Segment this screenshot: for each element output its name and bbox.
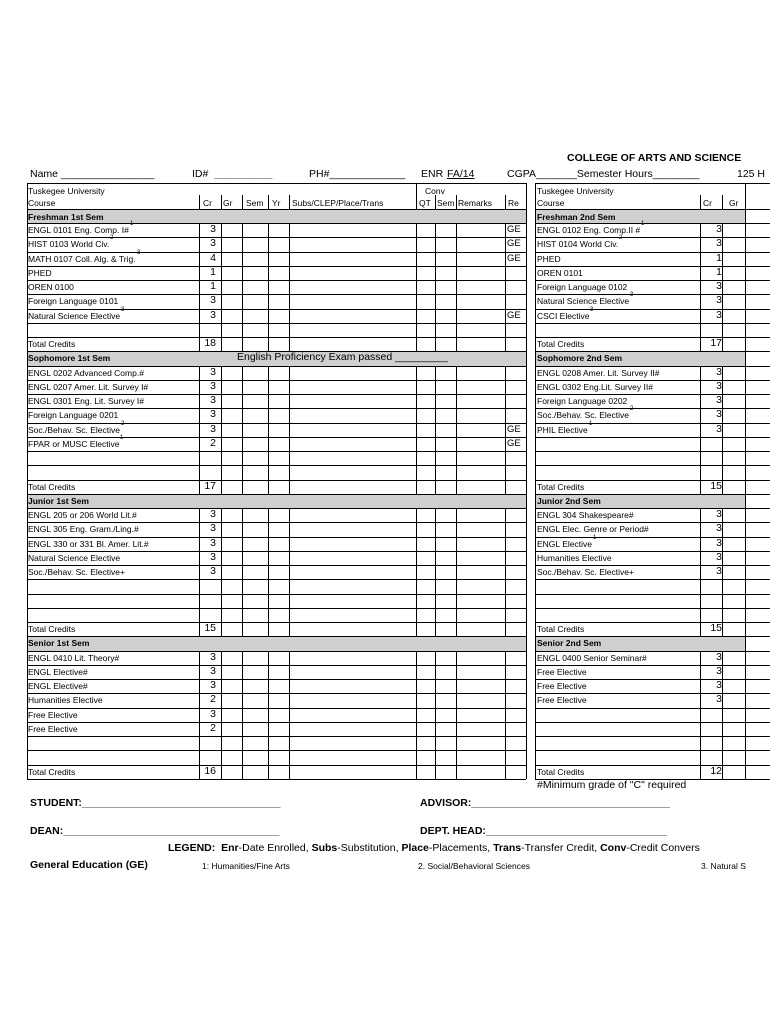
row-rule-right	[535, 579, 770, 580]
id-label: ID#	[192, 168, 209, 180]
column-rule	[416, 508, 417, 636]
right-course-name: Foreign Language 0102	[537, 282, 628, 292]
name-field[interactable]: Name ________________	[30, 168, 155, 180]
row-rule-right	[535, 722, 770, 723]
minimum-grade-note: #Minimum grade of "C" required	[537, 779, 687, 791]
column-rule	[435, 195, 436, 209]
ge-marker: GE	[507, 309, 521, 321]
column-rule	[221, 223, 222, 351]
right-course-name: PHED	[537, 253, 561, 264]
column-rule	[722, 366, 723, 494]
column-rule	[416, 183, 417, 209]
legend-subs: Subs	[311, 842, 338, 854]
column-rule	[700, 651, 701, 779]
left-credits: 2	[210, 693, 216, 706]
column-rule	[456, 366, 457, 494]
column-rule	[505, 366, 506, 494]
left-credits: 3	[210, 550, 216, 563]
ge-category-3: 3. Natural S	[701, 861, 746, 871]
legend-conv-text: -Credit Convers	[626, 842, 700, 854]
right-credits: 3	[716, 294, 722, 307]
row-rule-right	[535, 750, 770, 751]
ge-marker: GE	[507, 423, 521, 435]
section-title-junior-1: Junior 1st Sem	[28, 496, 89, 506]
right-course-name: ENGL Elec. Genre or Period#	[537, 524, 649, 535]
right-course-name: HIST 0104 World Civ.	[537, 239, 619, 250]
column-rule	[199, 508, 200, 636]
column-rule	[456, 223, 457, 351]
row-rule-right	[535, 183, 770, 184]
column-rule	[700, 195, 701, 209]
english-proficiency-note: English Proficiency Exam passed _________	[237, 351, 448, 363]
left-course-name: Free Elective	[28, 709, 78, 720]
column-rule	[289, 223, 290, 351]
section-title-senior-1: Senior 1st Sem	[28, 638, 90, 648]
dept-head-signature[interactable]: DEPT. HEAD:_______________________________	[420, 825, 667, 837]
right-course-name: Soc./Behav. Sc. Elective	[537, 410, 629, 421]
legend-trans-text: -Transfer Credit,	[521, 842, 601, 854]
subs-header: Subs/CLEP/Place/Trans	[292, 198, 384, 208]
column-rule	[456, 651, 457, 779]
right-credits: 3	[716, 522, 722, 535]
ge-footnote: 2	[110, 235, 114, 242]
left-course-name: Natural Science Elective	[28, 552, 121, 563]
column-rule	[745, 183, 746, 779]
row-rule-right	[535, 252, 770, 253]
row-rule-left	[27, 665, 526, 666]
left-course-name: Soc./Behav. Sc. Elective	[28, 424, 120, 435]
left-course-name: ENGL 0101 Eng. Comp. I#	[28, 225, 129, 235]
left-credits: 3	[210, 522, 216, 535]
right-course-name: Humanities Elective	[537, 552, 612, 563]
right-course-name: ENGL Elective	[537, 538, 592, 549]
right-credits: 3	[716, 379, 722, 392]
left-course-name: ENGL Elective#	[28, 666, 88, 677]
college-title: COLLEGE OF ARTS AND SCIENCE	[567, 152, 742, 164]
left-credits: 2	[210, 436, 216, 449]
column-rule	[268, 366, 269, 494]
column-rule	[242, 508, 243, 636]
column-rule	[289, 651, 290, 779]
right-total-credits: 17	[710, 337, 722, 349]
column-rule	[526, 183, 527, 779]
column-rule	[722, 195, 723, 209]
remarks-header: Remarks	[458, 198, 493, 208]
enr-label: ENR	[421, 168, 444, 180]
left-total-credits: 18	[204, 337, 216, 349]
column-rule	[268, 508, 269, 636]
left-course-name: Soc./Behav. Sc. Elective+	[28, 567, 125, 577]
right-course-name: ENGL 0208 Amer. Lit. Survey II#	[537, 367, 660, 378]
column-rule	[456, 195, 457, 209]
row-rule-right	[535, 608, 770, 609]
left-credits: 3	[210, 508, 216, 520]
right-course-name: Foreign Language 0202	[537, 396, 628, 406]
row-rule-left	[27, 594, 526, 595]
right-course-name: ENGL 0400 Senior Seminar#	[537, 652, 647, 663]
column-rule	[435, 508, 436, 636]
right-course-name: Natural Science Elective	[537, 296, 630, 307]
left-course-name: HIST 0103 World Civ.	[28, 239, 110, 250]
left-course-name: OREN 0100	[28, 282, 74, 292]
section-title-sophomore-2: Sophomore 2nd Sem	[537, 353, 623, 363]
left-course-name: PHED	[28, 267, 52, 278]
right-total-credits: 12	[710, 764, 722, 777]
conv-sem-header: Sem	[437, 198, 455, 208]
right-total-credits-label: Total Credits	[537, 339, 585, 349]
right-course-header: Course	[537, 198, 565, 208]
cgpa-hours-field[interactable]: CGPA_______Semester Hours________	[507, 168, 700, 180]
left-credits: 3	[210, 679, 216, 691]
ge-marker: GE	[507, 252, 521, 264]
right-course-name: ENGL 0102 Eng. Comp.II #	[537, 225, 641, 235]
legend-place: Place	[401, 842, 429, 854]
ge-marker: GE	[507, 238, 521, 250]
legend-subs-text: -Substitution,	[337, 842, 402, 854]
row-rule-left	[27, 708, 526, 709]
left-total-credits: 17	[204, 479, 216, 492]
ge-footnote: 2	[630, 406, 634, 413]
column-rule	[199, 195, 200, 209]
row-rule-left	[27, 765, 526, 766]
left-credits: 3	[210, 237, 216, 250]
right-credits: 3	[716, 308, 722, 321]
column-rule	[700, 508, 701, 636]
left-course-header: Course	[28, 198, 56, 208]
row-rule-right	[535, 465, 770, 466]
left-credits: 1	[210, 280, 216, 292]
column-rule	[289, 195, 290, 209]
general-education-label: General Education (GE)	[30, 859, 148, 871]
column-rule	[722, 223, 723, 351]
left-gr-header: Gr	[223, 198, 233, 208]
right-course-name: Free Elective	[537, 666, 587, 677]
left-credits: 4	[210, 251, 216, 264]
left-total-credits-label: Total Credits	[28, 481, 76, 492]
left-credits: 3	[210, 394, 216, 406]
left-course-name: ENGL Elective#	[28, 681, 88, 691]
right-university-label: Tuskegee University	[537, 186, 614, 196]
right-course-name: OREN 0101	[537, 267, 583, 278]
left-credits: 3	[210, 308, 216, 321]
section-title-freshman-1: Freshman 1st Sem	[28, 212, 104, 222]
left-course-name: ENGL 0202 Advanced Comp.#	[28, 367, 144, 378]
ge-footnote: 3	[137, 249, 141, 256]
row-rule-right	[535, 736, 770, 737]
column-rule	[435, 651, 436, 779]
ge-footnote: 1	[130, 221, 134, 227]
left-course-name: Foreign Language 0201	[28, 410, 119, 421]
right-credits: 3	[716, 237, 722, 250]
section-title-freshman-2: Freshman 2nd Sem	[537, 212, 616, 222]
left-credits: 3	[210, 408, 216, 421]
left-credits: 3	[210, 294, 216, 307]
ge-footnote: 2	[121, 420, 125, 427]
row-rule-right	[535, 708, 770, 709]
phone-field[interactable]: PH#_____________	[309, 168, 406, 180]
section-band-left	[27, 636, 526, 650]
column-rule	[242, 223, 243, 351]
right-credits: 3	[716, 394, 722, 406]
right-credits: 3	[716, 693, 722, 706]
left-course-name: Free Elective	[28, 723, 78, 734]
enr-value: FA/14	[447, 168, 475, 180]
row-rule-left	[27, 779, 526, 780]
column-rule	[722, 651, 723, 779]
right-credits: 3	[716, 650, 722, 663]
left-university-label: Tuskegee University	[28, 186, 105, 196]
id-field[interactable]: __________	[214, 168, 273, 180]
column-rule	[221, 508, 222, 636]
right-credits: 3	[716, 365, 722, 378]
left-credits: 3	[210, 565, 216, 577]
left-credits: 3	[210, 536, 216, 549]
yr-header: Yr	[272, 198, 281, 208]
row-rule-left	[27, 579, 526, 580]
right-credits: 3	[716, 422, 722, 435]
column-rule	[268, 651, 269, 779]
row-rule-left	[27, 608, 526, 609]
column-rule	[505, 651, 506, 779]
right-course-name: Free Elective	[537, 695, 587, 706]
row-rule-left	[27, 323, 526, 324]
left-credits: 3	[210, 365, 216, 378]
column-rule	[435, 366, 436, 494]
right-credits: 3	[716, 223, 722, 235]
row-rule-left	[27, 494, 526, 495]
ge-footnote: 3	[630, 292, 634, 299]
left-course-name: ENGL 0207 Amer. Lit. Survey I#	[28, 381, 149, 392]
ge-footnote: 3	[590, 306, 594, 313]
right-course-name: CSCI Elective	[537, 310, 590, 321]
right-total-credits: 15	[710, 479, 722, 492]
ge-footnote: 1	[641, 221, 645, 227]
row-rule-left	[27, 480, 526, 481]
right-credits: 1	[716, 251, 722, 264]
left-credits: 3	[210, 664, 216, 677]
right-course-name: Free Elective	[537, 681, 587, 691]
right-credits: 3	[716, 565, 722, 577]
row-rule-right	[535, 451, 770, 452]
right-credits: 3	[716, 664, 722, 677]
row-rule-right	[535, 594, 770, 595]
legend-conv: Conv	[600, 842, 627, 854]
ge-footnote: 1	[120, 434, 124, 441]
column-rule	[456, 508, 457, 636]
left-course-name: Humanities Elective	[28, 695, 103, 706]
column-rule	[268, 195, 269, 209]
right-credits: 3	[716, 508, 722, 520]
legend-trans: Trans	[493, 842, 522, 854]
left-credits: 3	[210, 707, 216, 720]
right-course-name: PHIL Elective	[537, 424, 588, 435]
right-credits: 3	[716, 550, 722, 563]
left-course-name: ENGL 205 or 206 World Lit.#	[28, 510, 137, 520]
left-credits: 3	[210, 650, 216, 663]
section-title-senior-2: Senior 2nd Sem	[537, 638, 602, 648]
column-rule	[505, 223, 506, 351]
column-rule	[535, 183, 536, 779]
left-credits: 3	[210, 223, 216, 235]
column-rule	[221, 195, 222, 209]
left-credits: 1	[210, 265, 216, 278]
section-title-sophomore-1: Sophomore 1st Sem	[28, 353, 111, 363]
dean-signature[interactable]: DEAN:_____________________________________	[30, 825, 280, 837]
right-credits: 3	[716, 280, 722, 292]
right-total-credits: 15	[710, 622, 722, 634]
ge-footnote: 2	[619, 235, 623, 242]
qt-header: QT	[419, 198, 431, 208]
row-rule-right	[535, 437, 770, 438]
row-rule-left	[27, 722, 526, 723]
row-rule-left	[27, 622, 526, 623]
column-rule	[242, 195, 243, 209]
right-course-name: Soc./Behav. Sc. Elective+	[537, 567, 634, 577]
re-header: Re	[508, 198, 519, 208]
student-signature[interactable]: STUDENT:__________________________________	[30, 797, 281, 809]
ge-footnote: 3	[121, 306, 125, 313]
total-hours: 125 H	[737, 168, 766, 180]
right-total-credits-label: Total Credits	[537, 766, 585, 777]
column-rule	[722, 508, 723, 636]
conv-header: Conv	[425, 186, 445, 196]
left-course-name: Natural Science Elective	[28, 310, 121, 321]
row-rule-left	[27, 337, 526, 338]
sem-header: Sem	[246, 198, 264, 208]
right-course-name: ENGL 0302 Eng.Lit. Survey II#	[537, 381, 653, 392]
right-credits: 3	[716, 536, 722, 549]
left-course-name: ENGL 330 or 331 Bl. Amer. Lit.#	[28, 538, 149, 549]
legend	[168, 842, 700, 854]
right-gr-header: Gr	[729, 198, 739, 208]
row-rule-left	[27, 266, 526, 267]
legend-enr: Enr	[221, 842, 239, 854]
left-credits: 2	[210, 721, 216, 734]
right-cr-header: Cr	[703, 198, 712, 208]
column-rule	[199, 651, 200, 779]
column-rule	[268, 223, 269, 351]
row-rule-left	[27, 280, 526, 281]
left-course-name: ENGL 0410 Lit. Theory#	[28, 652, 120, 663]
left-total-credits-label: Total Credits	[28, 766, 76, 777]
ge-category-2: 2. Social/Behavioral Sciences	[418, 861, 530, 871]
ge-marker: GE	[507, 224, 521, 235]
section-band-left	[27, 494, 526, 508]
column-rule	[199, 366, 200, 494]
column-rule	[289, 366, 290, 494]
left-credits: 3	[210, 379, 216, 392]
left-course-name: ENGL 305 Eng. Gram./Ling.#	[28, 524, 139, 535]
row-rule-right	[535, 323, 770, 324]
right-credits: 3	[716, 679, 722, 691]
column-rule	[416, 223, 417, 351]
left-credits: 3	[210, 422, 216, 435]
column-rule	[505, 508, 506, 636]
column-rule	[289, 508, 290, 636]
column-rule	[700, 366, 701, 494]
column-rule	[505, 195, 506, 209]
row-rule-left	[27, 183, 526, 184]
column-rule	[416, 366, 417, 494]
ge-footnote: 1	[589, 420, 593, 427]
row-rule-left	[27, 636, 526, 637]
left-cr-header: Cr	[203, 198, 212, 208]
column-rule	[221, 651, 222, 779]
column-rule	[221, 366, 222, 494]
left-course-name: Foreign Language 0101	[28, 296, 119, 307]
legend-place-text: -Placements,	[428, 842, 494, 854]
right-course-name: ENGL 304 Shakespeare#	[537, 510, 634, 520]
column-rule	[435, 223, 436, 351]
right-credits: 3	[716, 408, 722, 421]
left-total-credits-label: Total Credits	[28, 624, 76, 634]
ge-footnote: 1	[593, 534, 597, 541]
legend-label: LEGEND:	[168, 842, 216, 854]
section-title-junior-2: Junior 2nd Sem	[537, 496, 601, 506]
left-total-credits-label: Total Credits	[28, 339, 76, 349]
advisor-signature[interactable]: ADVISOR:__________________________________	[420, 797, 670, 809]
right-total-credits-label: Total Credits	[537, 624, 585, 634]
left-course-name: MATH 0107 Coll. Alg. & Trig.	[28, 253, 136, 264]
row-rule-left	[27, 451, 526, 452]
row-rule-left	[27, 750, 526, 751]
left-course-name: FPAR or MUSC Elective	[28, 438, 120, 449]
row-rule-left	[27, 465, 526, 466]
column-rule	[416, 651, 417, 779]
left-course-name: ENGL 0301 Eng. Lit. Survey I#	[28, 396, 144, 406]
legend-enr-text: -Date Enrolled,	[238, 842, 312, 854]
left-total-credits: 16	[204, 764, 216, 777]
right-credits: 1	[716, 265, 722, 278]
row-rule-left	[27, 679, 526, 680]
column-rule	[242, 651, 243, 779]
row-rule-left	[27, 736, 526, 737]
column-rule	[700, 223, 701, 351]
right-total-credits-label: Total Credits	[537, 481, 585, 492]
left-total-credits: 15	[204, 622, 216, 634]
column-rule	[242, 366, 243, 494]
ge-category-1: 1: Humanities/Fine Arts	[202, 861, 290, 871]
ge-marker: GE	[507, 437, 521, 449]
column-rule	[199, 223, 200, 351]
